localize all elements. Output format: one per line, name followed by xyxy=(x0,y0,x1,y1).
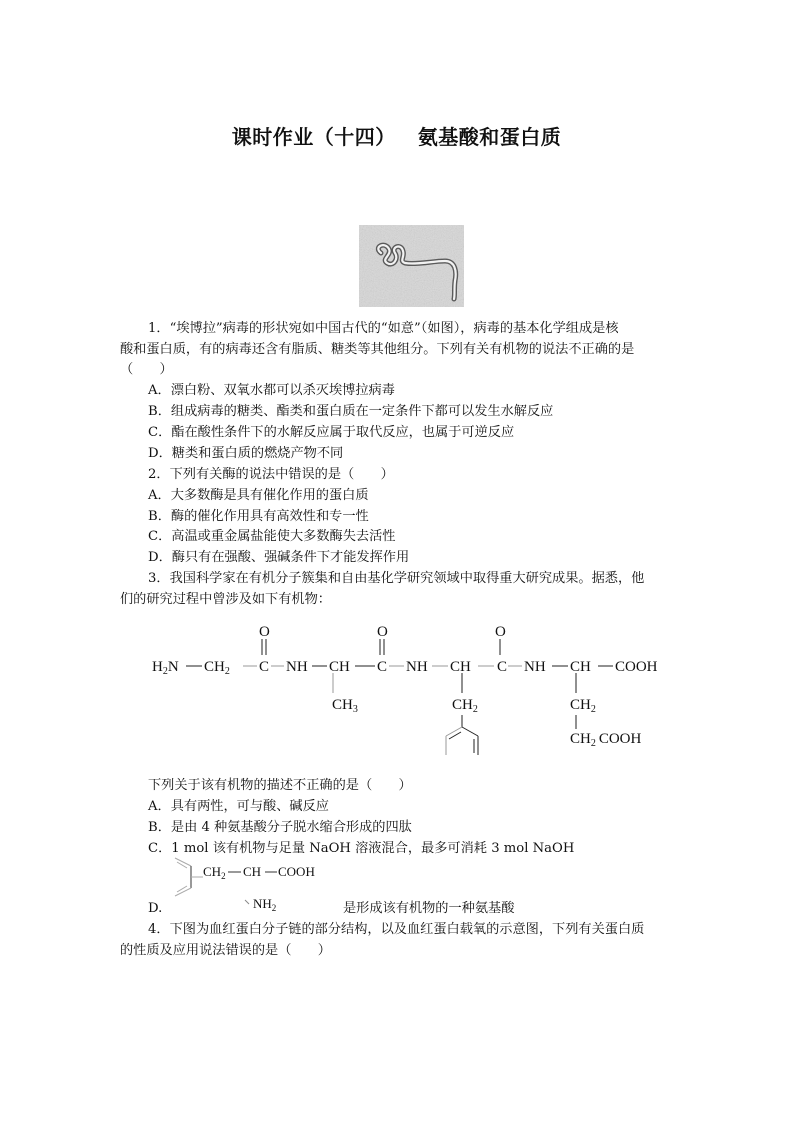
amino-h: $H_2N$ xyxy=(152,659,179,677)
alpha-ch-2: CH xyxy=(450,659,471,675)
q3-option-c: C．1 mol 该有机物与足量 NaOH 溶液混合，最多可消耗 3 mol NaOH xyxy=(148,841,575,856)
q4-stem-line-2: 的性质及应用说法错误的是（ ） xyxy=(120,943,331,958)
carbonyl-c-2: C xyxy=(377,659,388,675)
q1-stem-line-1: 1．“埃博拉”病毒的形状宛如中国古代的“如意”（如图），病毒的基本化学组成是核 xyxy=(148,321,619,336)
q1-answer-blank: （ ） xyxy=(120,362,173,377)
q3-stem-line-1: 3．我国科学家在有机分子簇集和自由基化学研究领域中取得重大研究成果。据悉，他 xyxy=(148,571,645,586)
carboxyl-1: COOH xyxy=(615,659,658,675)
svg-text:CH2: $CH_2$ xyxy=(203,864,226,881)
q3-option-b: B．是由 4 种氨基酸分子脱水缩合形成的四肽 xyxy=(148,820,412,835)
oxygen-3: O xyxy=(495,624,506,640)
q3-option-d-label: D. xyxy=(148,901,163,916)
q2-option-a: A．大多数酶是具有催化作用的蛋白质 xyxy=(148,488,369,503)
carbonyl-c-3: C xyxy=(497,659,508,675)
ebola-virus-image xyxy=(359,225,464,307)
svg-text:NH2: $NH_2$ xyxy=(253,896,277,913)
side-ch2-1: $CH_2$ xyxy=(570,697,596,715)
q3-option-d-text: 是形成该有机物的一种氨基酸 xyxy=(343,901,515,916)
q2-option-c: C．高温或重金属盐能使大多数酶失去活性 xyxy=(148,529,396,544)
title-part-1: 课时作业（十四） xyxy=(231,125,396,149)
q1-option-a: A．漂白粉、双氧水都可以杀灭埃博拉病毒 xyxy=(148,383,395,398)
alpha-ch-3: CH xyxy=(570,659,591,675)
phenylalanine-structure xyxy=(165,856,345,918)
q1-stem-line-2: 酸和蛋白质，有的病毒还含有脂质、糖类等其他组分。下列有关有机物的说法不正确的是 xyxy=(120,342,635,357)
alpha-ch-1: CH xyxy=(329,659,350,675)
methylene-1: $CH_2$ xyxy=(204,659,230,677)
q1-option-b: B．组成病毒的糖类、酯类和蛋白质在一定条件下都可以发生水解反应 xyxy=(148,404,554,419)
title-part-2: 氨基酸和蛋白质 xyxy=(417,125,562,149)
tetrapeptide-structure xyxy=(140,615,680,765)
svg-text:COOH: COOH xyxy=(278,864,315,879)
methyl: $CH_3$ xyxy=(332,697,358,715)
amide-nh-1: NH xyxy=(286,659,308,675)
carbonyl-c-1: C xyxy=(259,659,270,675)
svg-text:CH: CH xyxy=(243,864,262,879)
amide-nh-3: NH xyxy=(524,659,546,675)
page-title xyxy=(0,121,793,150)
q2-option-d: D．酶只有在强酸、强碱条件下才能发挥作用 xyxy=(148,550,410,565)
side-ch2-2: $CH_2$ COOH xyxy=(570,731,642,749)
q1-option-d: D．糖类和蛋白质的燃烧产物不同 xyxy=(148,446,344,461)
amide-nh-2: NH xyxy=(406,659,428,675)
q1-option-c: C．酯在酸性条件下的水解反应属于取代反应，也属于可逆反应 xyxy=(148,425,515,440)
q3-option-a: A．具有两性，可与酸、碱反应 xyxy=(148,799,329,814)
oxygen-1: O xyxy=(259,624,270,640)
oxygen-2: O xyxy=(377,624,388,640)
benzyl-ch2: $CH_2$ xyxy=(452,697,478,715)
q3-sub-stem: 下列关于该有机物的描述不正确的是（ ） xyxy=(148,778,412,793)
q2-option-b: B．酶的催化作用具有高效性和专一性 xyxy=(148,509,369,524)
q4-stem-line-1: 4．下图为血红蛋白分子链的部分结构，以及血红蛋白载氧的示意图，下列有关蛋白质 xyxy=(148,922,645,937)
q2-stem: 2．下列有关酶的说法中错误的是（ ） xyxy=(148,467,394,482)
q3-stem-line-2: 们的研究过程中曾涉及如下有机物： xyxy=(120,592,331,607)
